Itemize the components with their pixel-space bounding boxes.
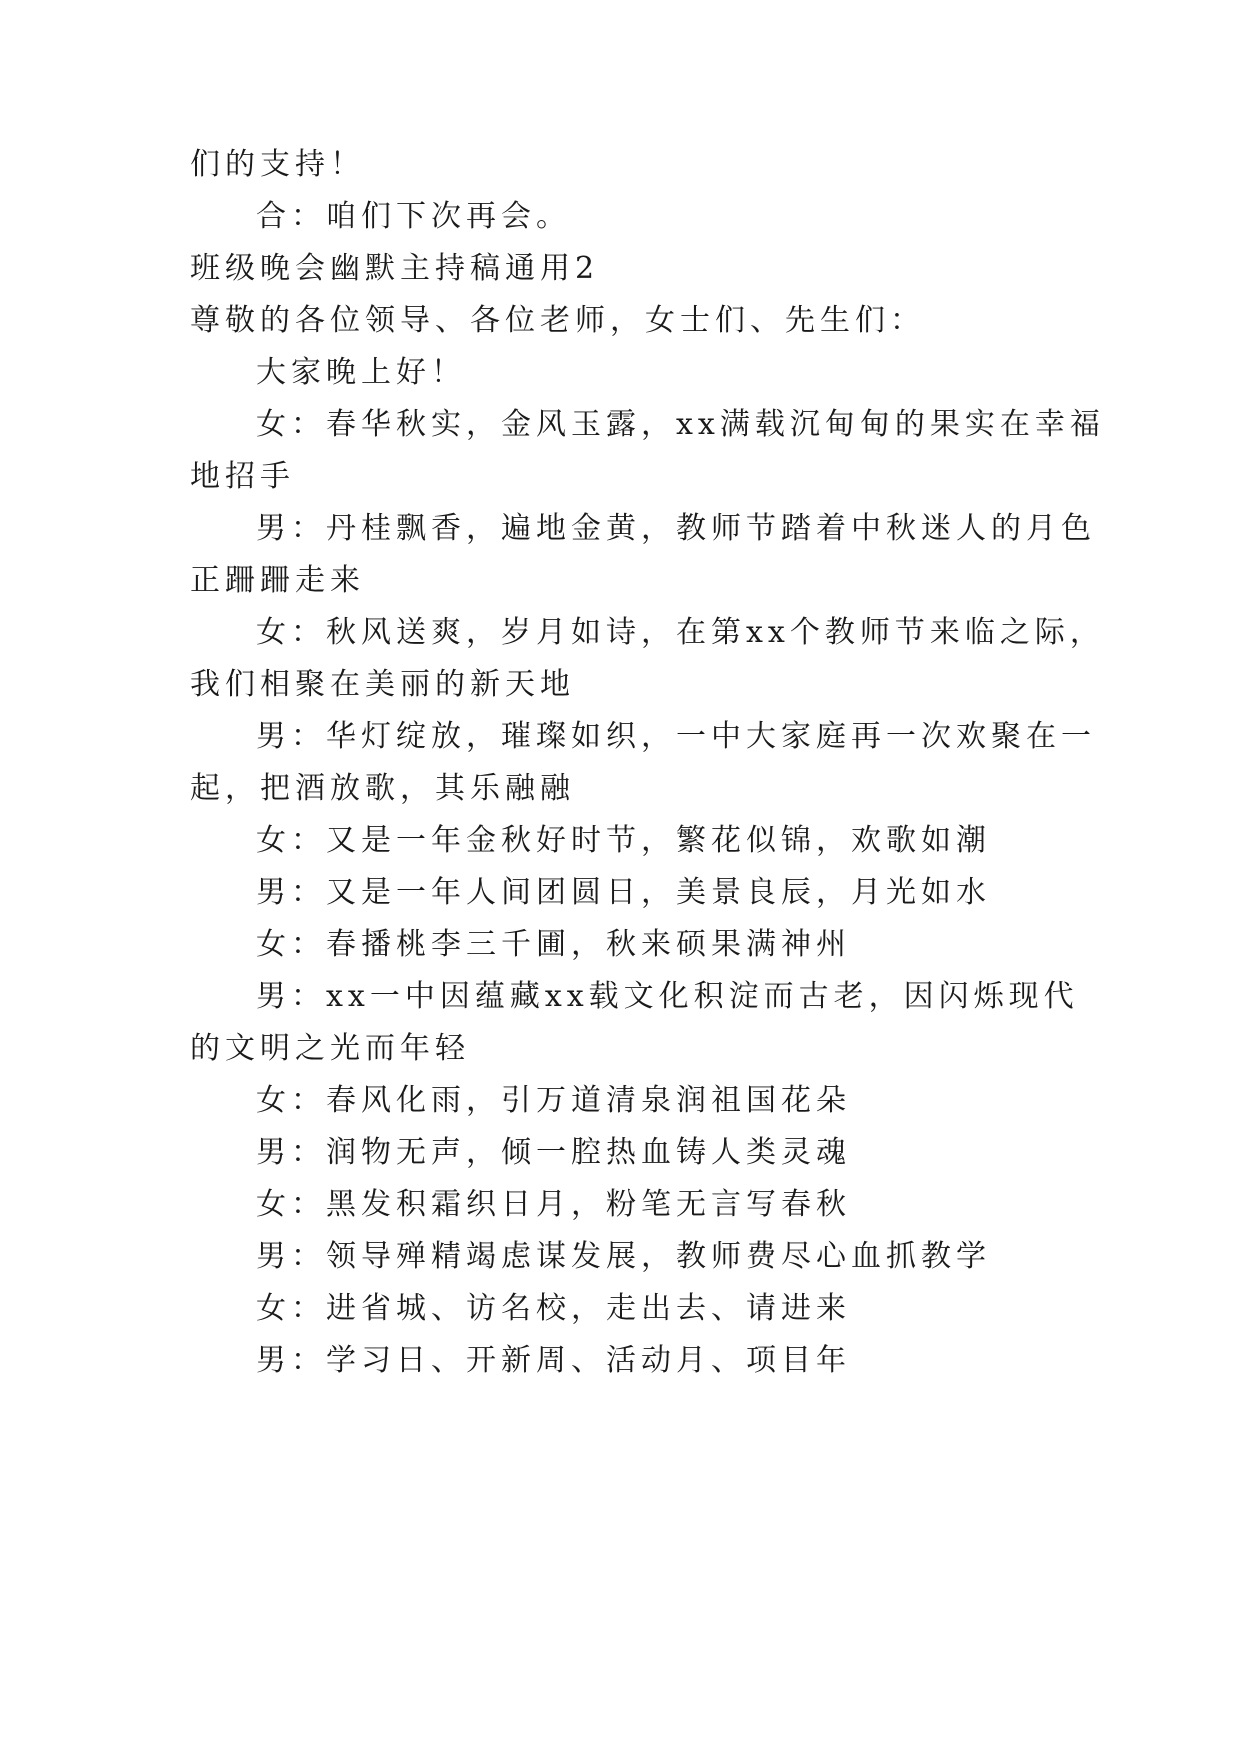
text-line: 女：秋风送爽，岁月如诗，在第xx个教师节来临之际， bbox=[256, 615, 1105, 650]
text-line: 地招手 bbox=[190, 459, 295, 494]
salutation: 尊敬的各位领导、各位老师，女士们、先生们： bbox=[190, 303, 925, 338]
text-line: 男：丹桂飘香，遍地金黄，教师节踏着中秋迷人的月色 bbox=[256, 511, 1096, 546]
text-line: 女：进省城、访名校，走出去、请进来 bbox=[256, 1291, 851, 1326]
text-line: 我们相聚在美丽的新天地 bbox=[190, 667, 575, 702]
text-line: 男：xx一中因蕴藏xx载文化积淀而古老，因闪烁现代 bbox=[256, 979, 1079, 1014]
text-line: 的文明之光而年轻 bbox=[190, 1031, 470, 1066]
text-line: 合：咱们下次再会。 bbox=[256, 199, 571, 234]
text-line: 女：春播桃李三千圃，秋来硕果满神州 bbox=[256, 927, 851, 962]
section-heading: 班级晚会幽默主持稿通用2 bbox=[190, 251, 600, 286]
text-line: 女：春风化雨，引万道清泉润祖国花朵 bbox=[256, 1083, 851, 1118]
text-line: 们的支持！ bbox=[190, 147, 365, 182]
text-line: 女：黑发积霜织日月，粉笔无言写春秋 bbox=[256, 1187, 851, 1222]
text-line: 男：学习日、开新周、活动月、项目年 bbox=[256, 1343, 851, 1378]
text-line: 男：华灯绽放，璀璨如织，一中大家庭再一次欢聚在一 bbox=[256, 719, 1096, 754]
text-line: 女：又是一年金秋好时节，繁花似锦，欢歌如潮 bbox=[256, 823, 991, 858]
text-line: 大家晚上好！ bbox=[256, 355, 466, 390]
text-line: 男：润物无声，倾一腔热血铸人类灵魂 bbox=[256, 1135, 851, 1170]
text-line: 男：领导殚精竭虑谋发展，教师费尽心血抓教学 bbox=[256, 1239, 991, 1274]
text-line: 正跚跚走来 bbox=[190, 563, 365, 598]
text-line: 女：春华秋实，金风玉露，xx满载沉甸甸的果实在幸福 bbox=[256, 407, 1105, 442]
text-line: 起，把酒放歌，其乐融融 bbox=[190, 771, 575, 806]
text-line: 男：又是一年人间团圆日，美景良辰，月光如水 bbox=[256, 875, 991, 910]
